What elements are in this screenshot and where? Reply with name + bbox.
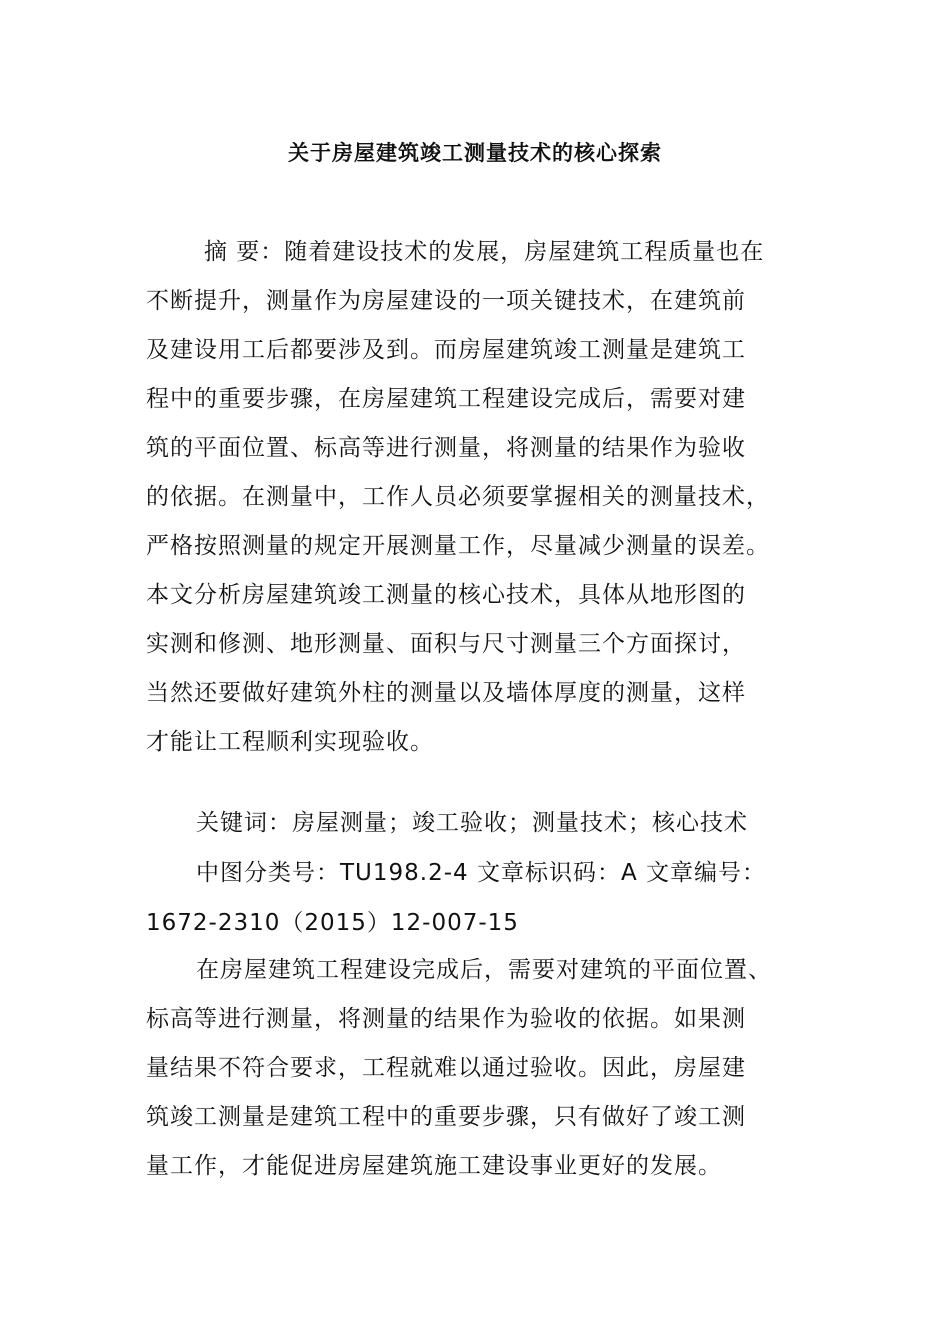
intro-paragraph xyxy=(146,950,814,1195)
intro-line: 筑竣工测量是建筑工程中的重要步骤，只有做好了竣工测 xyxy=(146,1104,746,1130)
keywords-line: 关键词：房屋测量；竣工验收；测量技术；核心技术 xyxy=(196,810,748,836)
abstract-line: 不断提升，测量作为房屋建设的一项关键技术，在建筑前 xyxy=(146,288,746,314)
abstract-line: 实测和修测、地形测量、面积与尺寸测量三个方面探讨， xyxy=(146,631,746,657)
keywords-section xyxy=(146,803,814,953)
document-title: 关于房屋建筑竣工测量技术的核心探索 xyxy=(288,140,662,165)
abstract-line: 筑的平面位置、标高等进行测量，将测量的结果作为验收 xyxy=(146,435,746,461)
abstract-line: 及建设用工后都要涉及到。而房屋建筑竣工测量是建筑工 xyxy=(146,337,746,363)
abstract-line: 程中的重要步骤，在房屋建筑工程建设完成后，需要对建 xyxy=(146,386,746,412)
abstract-paragraph xyxy=(146,232,814,771)
abstract-line: 本文分析房屋建筑竣工测量的核心技术，具体从地形图的 xyxy=(146,582,746,608)
abstract-line: 严格按照测量的规定开展测量工作，尽量减少测量的误差。 xyxy=(146,533,770,559)
classification-line: 中图分类号：TU198.2-4 文章标识码：A 文章编号： xyxy=(196,860,767,886)
intro-line: 在房屋建筑工程建设完成后，需要对建筑的平面位置、 xyxy=(196,957,772,983)
intro-line: 标高等进行测量，将测量的结果作为验收的依据。如果测 xyxy=(146,1006,746,1032)
abstract-line: 的依据。在测量中，工作人员必须要掌握相关的测量技术， xyxy=(146,484,770,510)
abstract-line: 摘 要：随着建设技术的发展，房屋建筑工程质量也在 xyxy=(204,239,765,265)
abstract-line: 当然还要做好建筑外柱的测量以及墙体厚度的测量，这样 xyxy=(146,680,746,706)
intro-line: 量结果不符合要求，工程就难以通过验收。因此，房屋建 xyxy=(146,1055,746,1081)
article-number-line: 1672-2310（2015）12-007-15 xyxy=(146,910,519,936)
abstract-line: 才能让工程顺利实现验收。 xyxy=(146,729,434,755)
intro-line: 量工作，才能促进房屋建筑施工建设事业更好的发展。 xyxy=(146,1153,722,1179)
